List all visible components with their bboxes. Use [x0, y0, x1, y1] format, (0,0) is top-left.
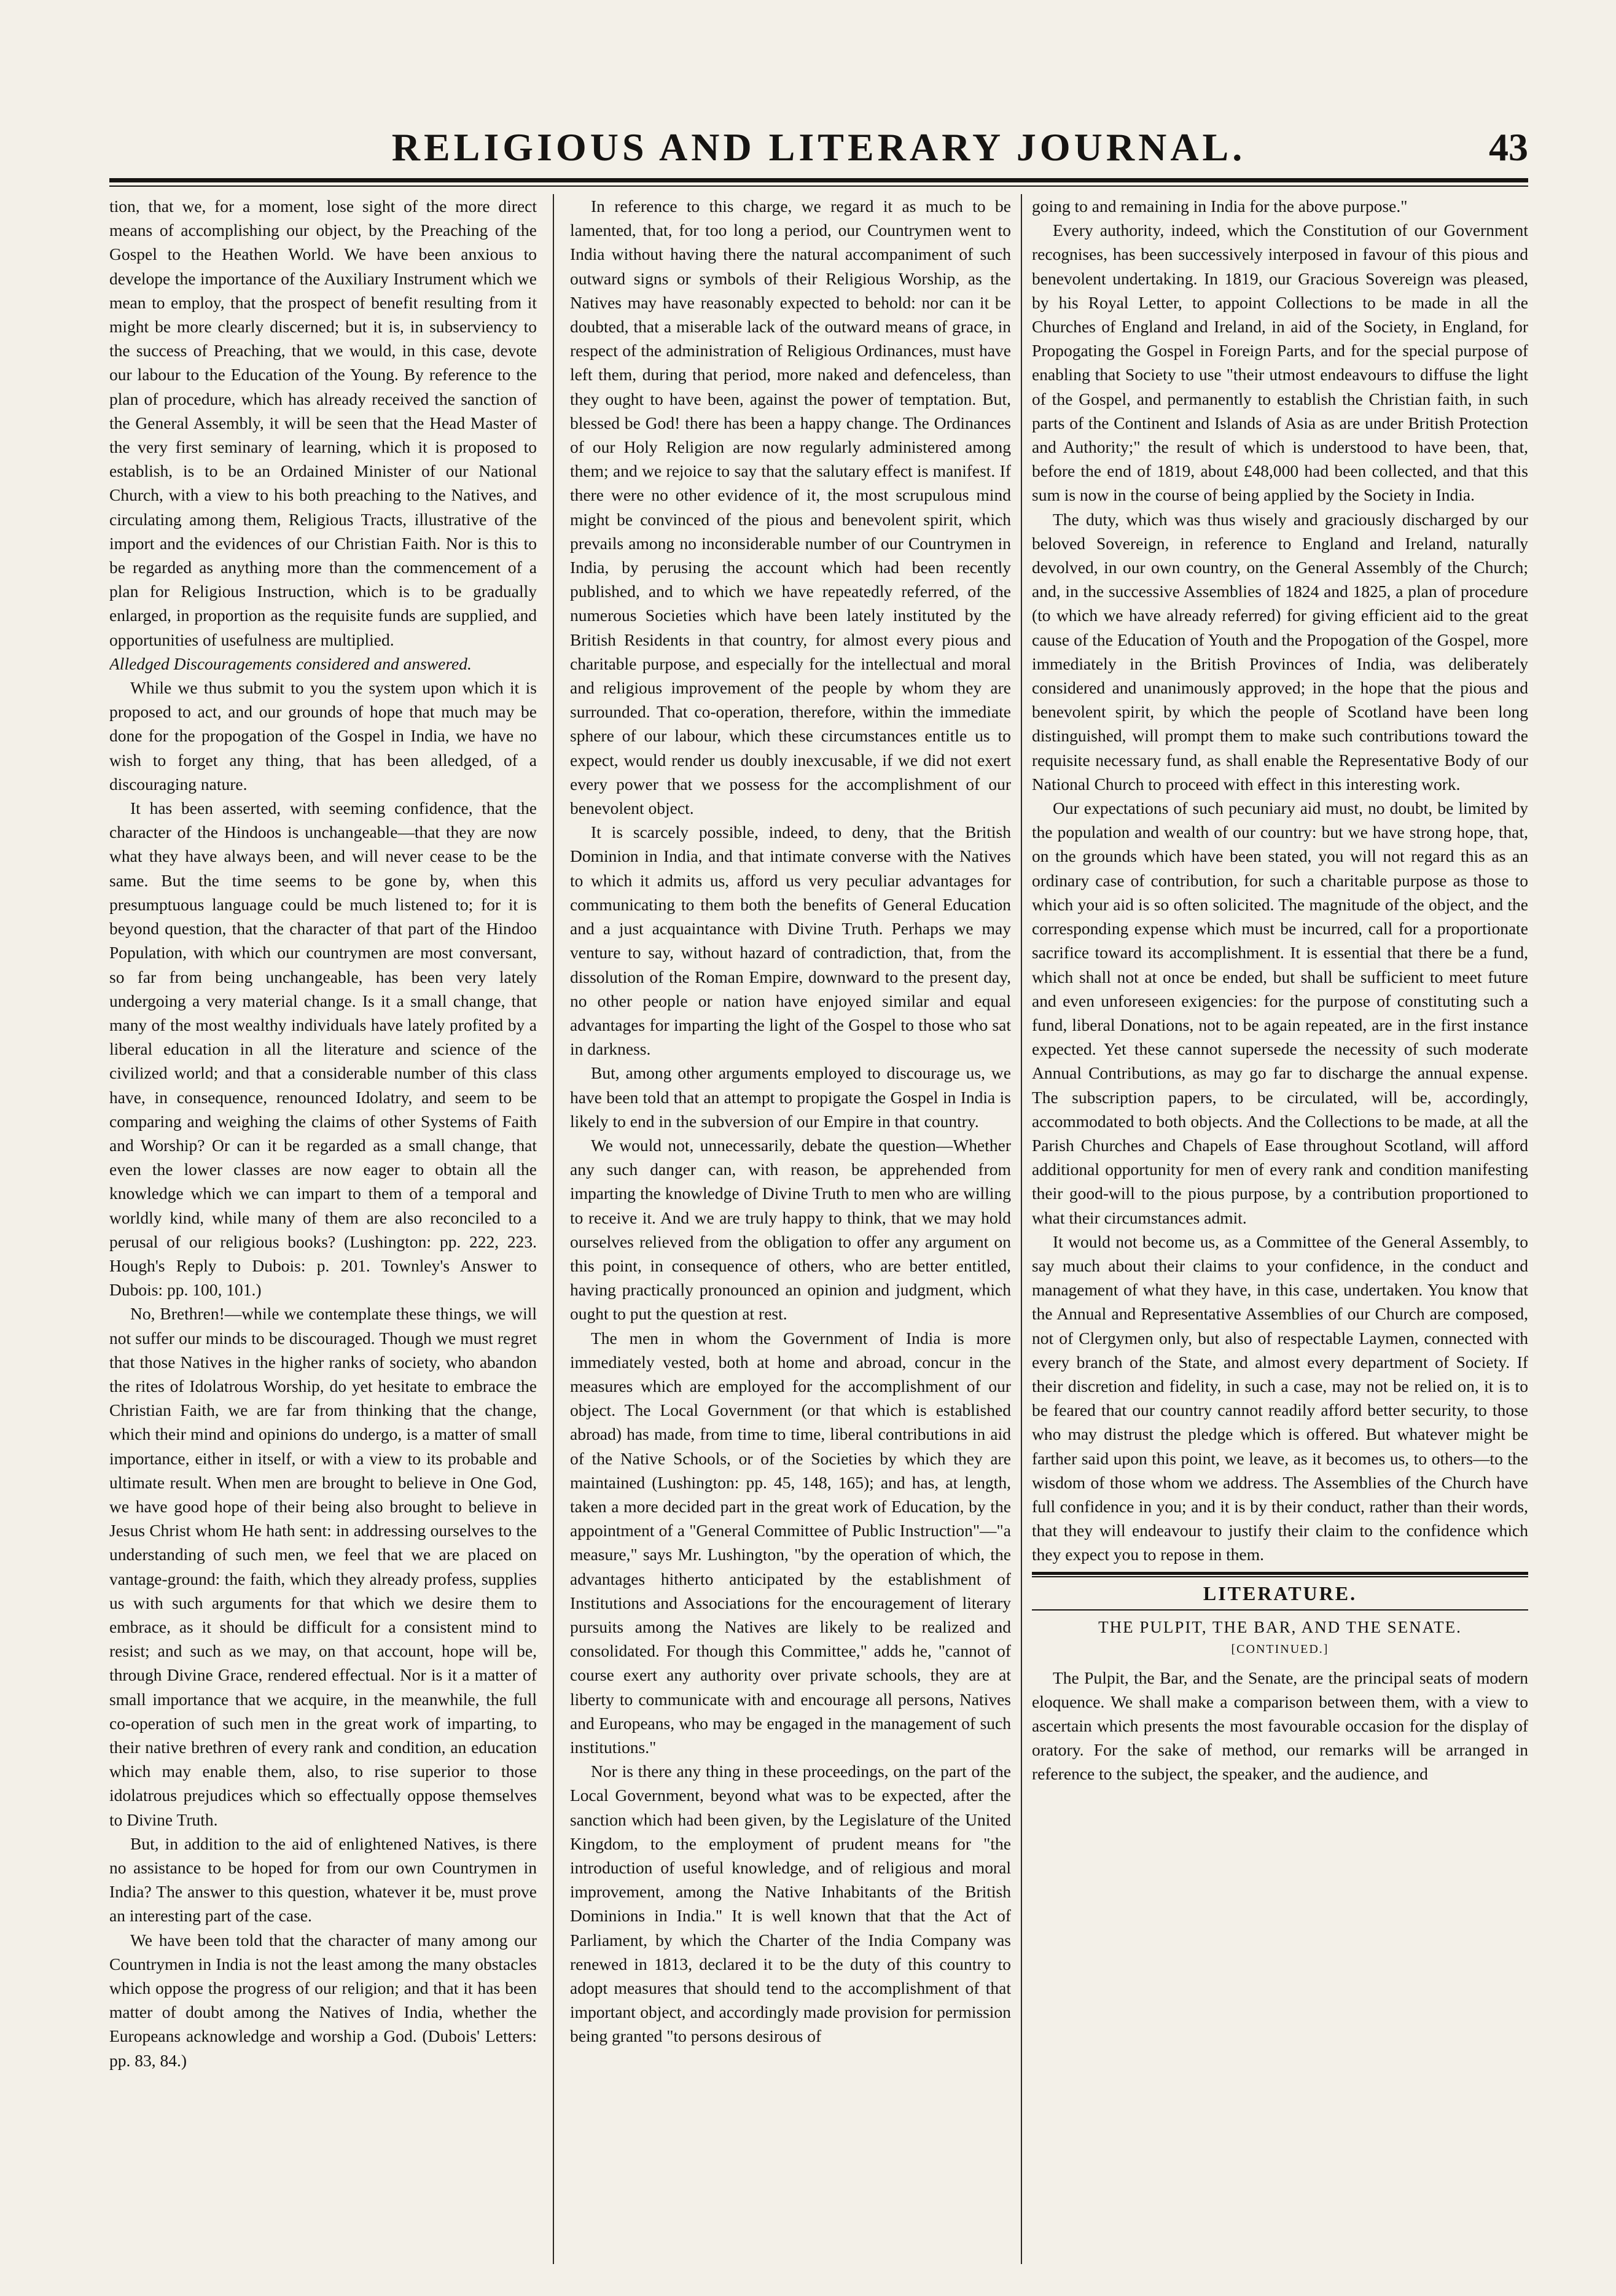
paragraph: But, in addition to the aid of enlightened Natives, is there no assistance to be hoped for from our own Countrymen in India? The answer to this question, whatever it be, must prove an interesting part of the case.	[109, 1833, 537, 1926]
column-1	[109, 194, 537, 2276]
paragraph: We would not, unnecessarily, debate the question—Whether any such danger can, with reason, be apprehended from imparting the knowledge of Divine Truth to men who are willing to receive it. And we are truly happy to think, that we may hold ourselves relieved from the obligation to offer any argument on this point, in consequence of others, who are better entitled, having practically pronounced an opinion and judgment, which ought to put the question at rest.	[570, 1135, 1011, 1324]
paragraph: The men in whom the Government of India is more immediately vested, both at home and abroad, concur in the measures which are employed for the accomplishment of our object. The Local Government (or that which is established abroad) has made, from time to time, liberal contributions in aid of the Native Schools, or of the Societies by which they are maintained (Lushington: pp. 45, 148, 165); and has, at length, taken a more decided part in the great work of Education, by the appointment of a "General Committee of Public Instruction"—"a measure," says Mr. Lushington, "by the operation of which, the advantages hitherto anticipated by the establishment of Institutions and Associations for the encouragement of literary pursuits among the Natives are likely to be realized and consolidated. For though this Committee," adds he, "cannot of course exert any authority over private schools, they are at liberty to communicate with and encourage all persons, Natives and Europeans, who may be engaged in the management of such institutions."	[570, 1328, 1011, 1757]
literature-rule-bottom	[1032, 1609, 1528, 1611]
header-rule-thin	[109, 185, 1528, 187]
paragraph: The Pulpit, the Bar, and the Senate, are the principal seats of modern eloquence. We shall make a comparison between them, with a view to ascertain which presents the most favourable occasion for the display of oratory. For the sake of method, our remarks will be arranged in reference to the subject, the speaker, and the audience, and	[1032, 1668, 1528, 1784]
column-2	[570, 194, 1011, 2276]
paragraph: It would not become us, as a Committee of the General Assembly, to say much about their claims to your confidence, in the conduct and management of what they have, in this case, undertaken. You know that the Annual and Representative Assemblies of our Church are composed, not of Clergymen only, but also of respectable Laymen, connected with every branch of the State, and almost every department of Society. If their discretion and fidelity, in such a case, may not be relied on, it is to be feared that our country cannot readily afford better security, to those who may distrust the pledge which is offered. But whatever might be farther said upon this point, we leave, as it becomes us, to others—to the wisdom of those whom we address. The Assemblies of the Church have full confidence in you; and it is by their conduct, rather than their words, that they will endeavour to justify their claim to the confidence which they expect you to repose in them.	[1032, 1232, 1528, 1564]
paragraph: We have been told that the character of many among our Countrymen in India is not the least among the many obstacles which oppose the progress of our religion; and that it has been matter of doubt among the Natives of India, whether the Europeans acknowledge and worship a God. (Dubois' Letters: pp. 83, 84.)	[109, 1930, 537, 2070]
literature-rule-top	[1032, 1572, 1528, 1575]
paragraph: While we thus submit to you the system upon which it is proposed to act, and our grounds of hope that much may be done for the propogation of the Gospel in India, we have no wish to forget any thing, that has been alledged, of a discouraging nature.	[109, 678, 537, 794]
paragraph: Our expectations of such pecuniary aid must, no doubt, be limited by the population and wealth of our country: but we have strong hope, that, on the grounds which have been stated, you will not regard this as an ordinary case of contribution, for such a charitable purpose as those to which your aid is so often solicited. The magnitude of the object, and the corresponding expense which must be incurred, call for a proportionate sacrifice toward its accomplishment. It is essential that there be a fund, which shall not at once be ended, but shall be sufficient to meet future and even unforeseen exigencies: for the purpose of constituting such a fund, liberal Donations, not to be again repeated, are in the first instance expected. Yet these cannot supersede the necessity of such moderate Annual Contributions, as may go far to discharge the annual expense. The subscription papers, to be circulated, will be, accordingly, accommodated to both objects. And the Collections to be made, at all the Parish Churches and Chapels of Ease throughout Scotland, will afford additional opportunity for men of every rank and condition manifesting their good-will to the pious purpose, by a contribution proportioned to what their circumstances admit.	[1032, 799, 1528, 1227]
header-rule-thick	[109, 178, 1528, 182]
column-divider-2	[1021, 194, 1022, 2264]
literature-heading: LITERATURE.	[1203, 1582, 1357, 1604]
section-subheading: Alledged Discouragements considered and answered.	[109, 654, 472, 673]
paragraph: But, among other arguments employed to discourage us, we have been told that an attempt to propigate the Gospel in India is likely to end in the subversion of our Empire in that country.	[570, 1063, 1011, 1131]
paragraph: Every authority, indeed, which the Constitution of our Government recognises, has been successively interposed in favour of this pious and benevolent undertaking. In 1819, our Gracious Sovereign was pleased, by his Royal Letter, to appoint Collections to be made in all the Churches of England and Ireland, in aid of the Society, in England, for Propogating the Gospel in Foreign Parts, and for the special purpose of enabling that Society to use "their utmost endeavours to diffuse the light of the Gospel, and permanently to establish the Christian faith, in such parts of the Continent and Islands of Asia as are under British Protection and Authority;" the result of which is understood to have been, that, before the end of 1819, about £48,000 had been collected, and that this sum is now in the course of being applied by the Society in India.	[1032, 221, 1528, 505]
continued-note: [CONTINUED.]	[1231, 1642, 1329, 1656]
journal-title: RELIGIOUS AND LITERARY JOURNAL.	[391, 125, 1246, 169]
paragraph: tion, that we, for a moment, lose sight of the more direct means of accomplishing our object, by the Preaching of the Gospel to the Heathen World. We have been anxious to develope the importance of the Auxiliary Instrument which we mean to employ, that the prospect of benefit resulting from it might be more clearly discerned; but it is, in subserviency to the success of Preaching, that we would, in this case, devote our labour to the Education of the Young. By reference to the plan of procedure, which has already received the sanction of the General Assembly, it will be seen that the Head Master of the very first seminary of learning, which it is proposed to establish, is to be an Ordained Minister of our National Church, with a view to his both preaching to the Natives, and circulating among them, Religious Tracts, illustrative of the import and the evidences of our Christian Faith. Nor is this to be regarded as anything more than the commencement of a plan for Religious Instruction, which is to be gradually enlarged, in proportion as the requisite funds are supplied, and opportunities of usefulness are multiplied.	[109, 197, 537, 649]
column-divider-1	[553, 194, 554, 2264]
column-3	[1032, 194, 1528, 2276]
paragraph: Nor is there any thing in these proceedings, on the part of the Local Government, beyond what was to be expected, after the sanction which had been given, by the Legislature of the United Kingdom, to the employment of prudent means for "the introduction of useful knowledge, and of religious and moral improvement, among the Native Inhabitants of the British Dominions in India." It is well known that that the Act of Parliament, by which the Charter of the India Company was renewed in 1813, declared it to be the duty of this country to adopt measures that should tend to the accomplishment of that important object, and accordingly made provision for permission being granted "to persons desirous of	[570, 1762, 1011, 2046]
paragraph: In reference to this charge, we regard it as much to be lamented, that, for too long a period, our Countrymen went to India without having there the natural accompaniment of such outward signs or symbols of their Religious Worship, as the Natives may have reasonably expected to behold: nor can it be doubted, that a miserable lack of the outward means of grace, in respect of the administration of Religious Ordinances, must have left them, during that period, more naked and defenceless, than they ought to have been, against the power of temptation. But, blessed be God! there has been a happy change. The Ordinances of our Holy Religion are now regularly administered among them; and we rejoice to say that the salutary effect is manifest. If there were no other evidence of it, the most scrupulous mind might be convinced of the pious and benevolent spirit, which prevails among no inconsiderable number of our Countrymen in India, by perusing the account which had been recently published, and to which we have repeatedly referred, of the numerous Societies which have been lately instituted by the British Residents in that country, for almost every pious and charitable purpose, and especially for the intellectual and moral and religious improvement of the people by whom they are surrounded. That co-operation, therefore, within the immediate sphere of our labour, which these circumstances entitle us to expect, would render us doubly inexcusable, if we did not exert every power that we possess for the accomplishment of our benevolent object.	[570, 197, 1011, 818]
paragraph: going to and remaining in India for the above purpose."	[1032, 197, 1408, 216]
literature-rule-top-thin	[1032, 1576, 1528, 1577]
masthead	[109, 120, 1528, 176]
page-number: 43	[1489, 125, 1528, 169]
paragraph: The duty, which was thus wisely and graciously discharged by our beloved Sovereign, in reference to England and Ireland, naturally devolved, in our own country, on the General Assembly of the Church; and, in the successive Assemblies of 1824 and 1825, a plan of procedure (to which we have already referred) for giving efficient aid to the great cause of the Education of Youth and the Propogation of the Gospel, more immediately in the British Provinces of India, was deliberately considered and unanimously approved; in the hope that the pious and benevolent spirit, by which the people of Scotland have been long distinguished, will prompt them to make such contributions toward the requisite necessary fund, as shall enable the Representative Body of our National Church to proceed with effect in this interesting work.	[1032, 509, 1528, 794]
article-title: THE PULPIT, THE BAR, AND THE SENATE.	[1098, 1617, 1462, 1636]
paragraph: No, Brethren!—while we contemplate these things, we will not suffer our minds to be discouraged. Though we must regret that those Natives in the higher ranks of society, who abandon the rites of Idolatrous Worship, do yet hesitate to embrace the Christian Faith, we are far from thinking that the change, which their mind and opinions do undergo, is a matter of small importance, either in itself, or with a view to its probable and ultimate result. When men are brought to believe in One God, we have good hope of their being also brought to believe in Jesus Christ whom He hath sent: in addressing ourselves to the understanding of such men, we feel that we are placed on vantage-ground: the faith, which they already profess, supplies us with such arguments for that which we desire them to embrace, as it should be difficult for a consistent mind to resist; and such as we may, on that account, hope will be, through Divine Grace, rendered effectual. Nor is it a matter of small importance that we acquire, in the meanwhile, the full co-operation of such men in the great work of imparting, to their native brethren of every rank and condition, an education which may enable them, also, to rise superior to those idolatrous prejudices which so effectually oppose themselves to Divine Truth.	[109, 1304, 537, 1829]
paragraph: It is scarcely possible, indeed, to deny, that the British Dominion in India, and that intimate converse with the Natives to which it admits us, afford us very peculiar advantages for communicating to them both the benefits of General Education and a just acquaintance with Divine Truth. Perhaps we may venture to say, without hazard of contradiction, that, from the dissolution of the Roman Empire, downward to the present day, no other people or nation have enjoyed similar and equal advantages for imparting the light of the Gospel to those who sat in darkness.	[570, 822, 1011, 1059]
paragraph: It has been asserted, with seeming confidence, that the character of the Hindoos is unchangeable—that they are now what they have always been, and will never cease to be the same. But the time seems to be gone by, when this presumptuous language could be much listened to; for it is beyond question, that the character of that part of the Hindoo Population, with which our countrymen are most conversant, so far from being unchangeable, has been very lately undergoing a very material change. Is it a small change, that many of the most wealthy individuals have lately profited by a liberal education in all the literature and science of the civilized world; and that a considerable number of this class have, in consequence, renounced Idolatry, and seem to be comparing and weighing the claims of other Systems of Faith and Worship? Or can it be regarded as a small change, that even the lower classes are now eager to obtain all the knowledge which we can impart to them of a temporal and worldly kind, while many of them are also reconciled to a perusal of our religious books? (Lushington: pp. 222, 223. Hough's Reply to Dubois: p. 201. Townley's Answer to Dubois: pp. 100, 101.)	[109, 799, 537, 1300]
